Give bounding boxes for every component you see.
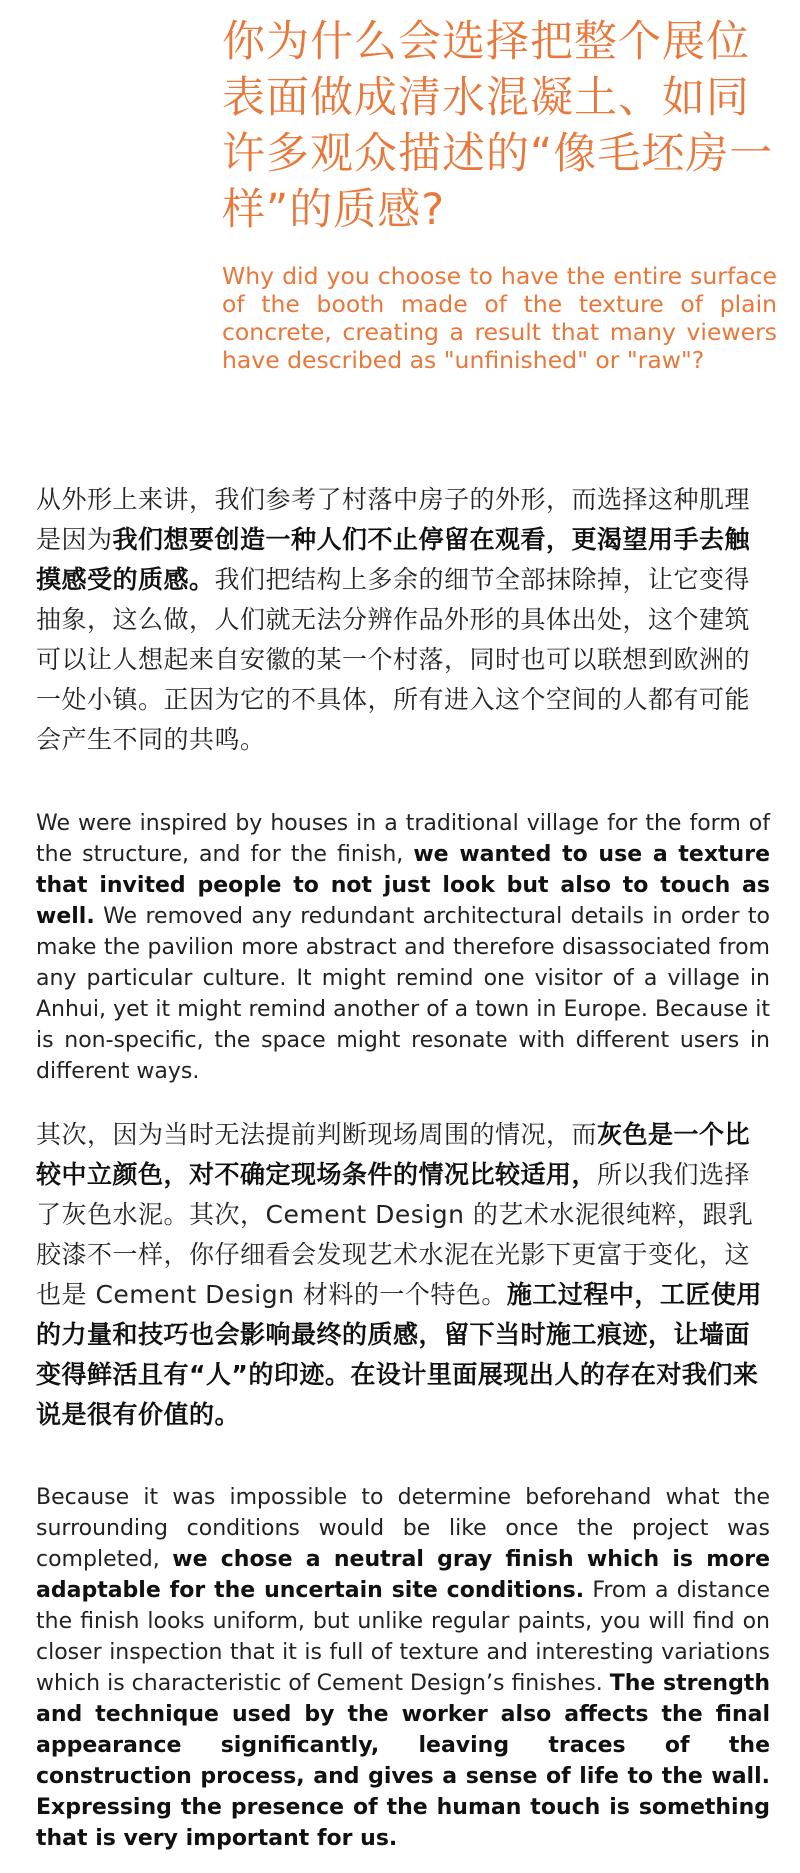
answer-paragraph-2-zh xyxy=(36,1115,770,1435)
text-span: We removed any redundant architectural details in order to make the pavilion more abstract and therefore disassociated from any particular culture. It might remind one visitor of a village in Anhui, yet it might remind another of a town in Europe. Because it is non-specific, the space might resonate with different users in different ways. xyxy=(36,904,770,1084)
text-span: 从外形上来讲，我们参考了村落中房子的外形，而选择这种肌理是因为 xyxy=(36,485,751,554)
question-title-zh: 你为什么会选择把整个展位表面做成清水混凝土、如同许多观众描述的“像毛坯房一样”的质感? xyxy=(222,17,774,235)
text-span: 其次，因为当时无法提前判断现场周围的情况，而 xyxy=(36,1120,598,1149)
emphasis-span: The strength and technique used by the worker also affects the final appearance significantly, leaving traces of the construction process, and gives a sense of life to the wall. Expressing the presence of the human touch is something that is very important for us. xyxy=(36,1671,770,1851)
answer-paragraph-2-en xyxy=(36,1482,770,1854)
text-span: We were inspired by houses in a traditional village for the form of the structure, and for the finish, xyxy=(36,811,770,867)
text-span: Because it was impossible to determine beforehand what the surrounding conditions would be like once the project was completed, xyxy=(36,1485,770,1572)
emphasis-span: 灰色是一个比较中立颜色，对不确定现场条件的情况比较适用， xyxy=(36,1120,751,1189)
text-span: 所以我们选择了灰色水泥。其次，Cement Design 的艺术水泥很纯粹，跟乳胶漆不一样，你仔细看会发现艺术水泥在光影下更富于变化，这也是 Cement Design 材料的一个特色。 xyxy=(36,1160,754,1309)
answer-paragraph-1-zh xyxy=(36,480,770,760)
emphasis-span: 我们想要创造一种人们不止停留在观看，更渴望用手去触摸感受的质感。 xyxy=(36,525,751,594)
emphasis-span: 施工过程中，工匠使用的力量和技巧也会影响最终的质感，留下当时施工痕迹，让墙面变得鲜活且有“人”的印迹。在设计里面展现出人的存在对我们来说是很有价值的。 xyxy=(36,1280,762,1429)
answer-paragraph-1-en xyxy=(36,808,770,1087)
question-title-en: Why did you choose to have the entire surface of the booth made of the texture of plain concrete, creating a result that many viewers have described as "unfinished" or "raw"? xyxy=(222,262,777,374)
text-span: From a distance the finish looks uniform, but unlike regular paints, you will find on closer inspection that it is full of texture and interesting variations which is characteristic of Cement Design’s finishes. xyxy=(36,1578,770,1696)
emphasis-span: we chose a neutral gray finish which is more adaptable for the uncertain site conditions. xyxy=(36,1547,770,1603)
text-span: 我们把结构上多余的细节全部抹除掉，让它变得抽象，这么做，人们就无法分辨作品外形的具体出处，这个建筑可以让人想起来自安徽的某一个村落，同时也可以联想到欧洲的一处小镇。正因为它的不具体，所有进入这个空间的人都有可能会产生不同的共鸣。 xyxy=(36,565,751,754)
emphasis-span: we wanted to use a texture that invited people to not just look but also to touch as well. xyxy=(36,842,770,929)
